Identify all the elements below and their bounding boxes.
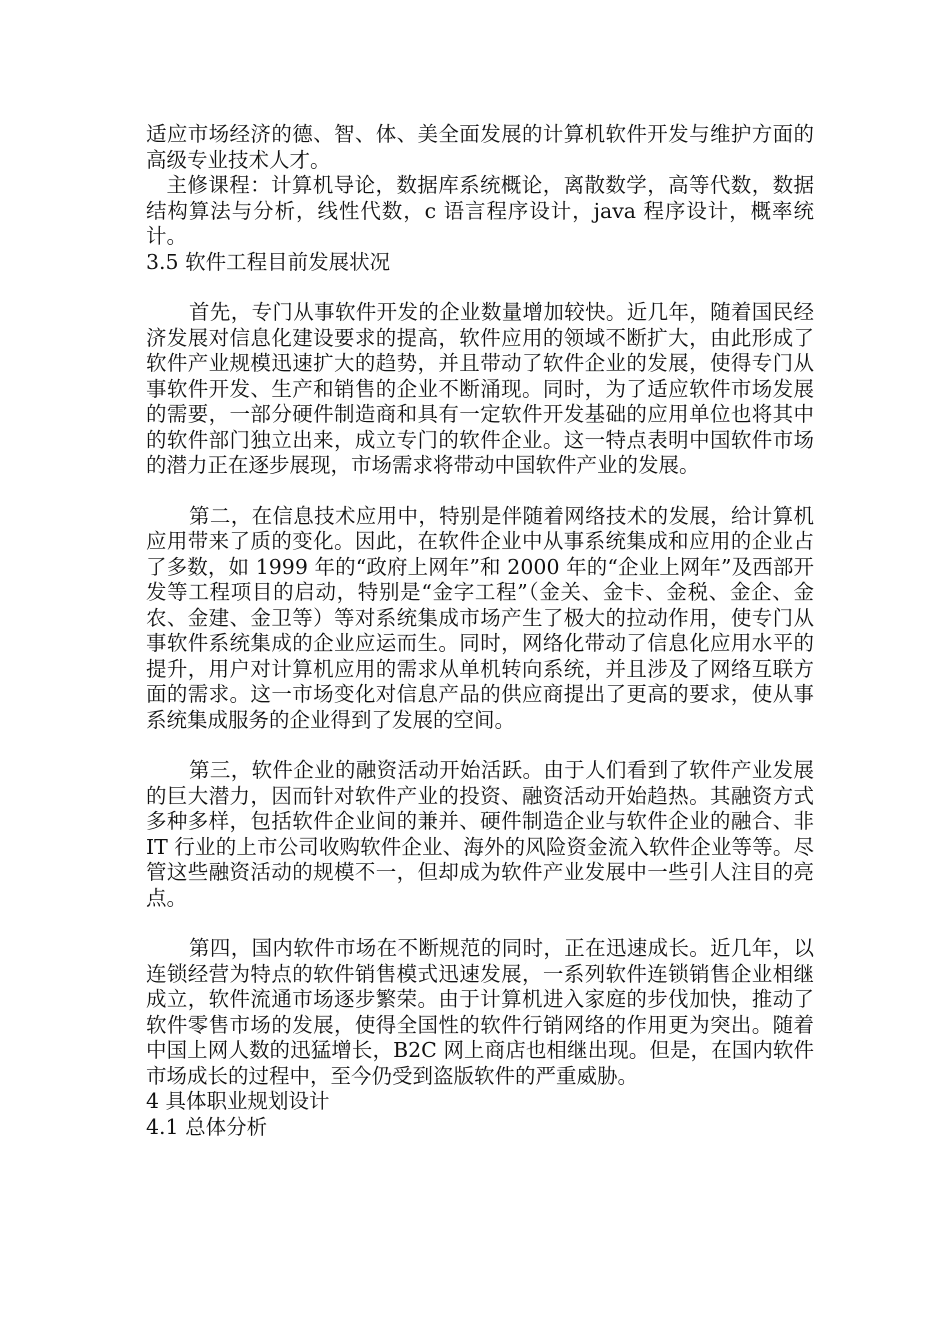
section-4-heading: 4 具体职业规划设计 — [146, 1089, 330, 1113]
paragraph-third: 第三，软件企业的融资活动开始活跃。由于人们看到了软件产业发展的巨大潜力，因而针对软件产业的投资、融资活动开始趋热。其融资方式多种多样，包括软件企业间的兼并、硬件制造企业与软件企业的融合、非 IT 行业的上市公司收购软件企业、海外的风险资金流入软件企业等等。尽管这些融资活动的规模不一，但却成为软件产业发展中一些引人注目的亮点。 — [146, 758, 821, 910]
paragraph-second: 第二，在信息技术应用中，特别是伴随着网络技术的发展，给计算机应用带来了质的变化。因此，在软件企业中从事系统集成和应用的企业占了多数，如 1999 年的“政府上网年”和 2000 年的“企业上网年”及西部开发等工程项目的启动，特别是“金字工程”（金关、金卡、金税、金企、金农、金建、金卫等）等对系统集成市场产生了极大的拉动作用，使专门从事软件系统集成的企业应运而生。同时，网络化带动了信息化应用水平的提升，用户对计算机应用的需求从单机转向系统，并且涉及了网络互联方面的需求。这一市场变化对信息产品的供应商提出了更高的要求，使从事系统集成服务的企业得到了发展的空间。 — [146, 503, 814, 732]
section-4-1-heading: 4.1 总体分析 — [146, 1114, 268, 1139]
paragraph-first: 首先，专门从事软件开发的企业数量增加较快。近几年，随着国民经济发展对信息化建设要求的提高，软件应用的领域不断扩大，由此形成了软件产业规模迅速扩大的趋势，并且带动了软件企业的发展，使得专门从事软件开发、生产和销售的企业不断涌现。同时，为了适应软件市场发展的需要，一部分硬件制造商和具有一定软件开发基础的应用单位也将其中的软件部门独立出来，成立专门的软件企业。这一特点表明中国软件市场的潜力正在逐步展现，市场需求将带动中国软件产业的发展。 — [146, 300, 814, 477]
document-page — [146, 122, 821, 1140]
courses-paragraph: 主修课程：计算机导论，数据库系统概论，离散数学，高等代数，数据结构算法与分析，线性代数，c 语言程序设计，java 程序设计，概率统计。 — [146, 173, 814, 248]
paragraph-fourth: 第四，国内软件市场在不断规范的同时，正在迅速成长。近几年，以连锁经营为特点的软件销售模式迅速发展，一系列软件连锁销售企业相继成立，软件流通市场逐步繁荣。由于计算机进入家庭的步伐加快，推动了软件零售市场的发展，使得全国性的软件行销网络的作用更为突出。随着中国上网人数的迅猛增长，B2C 网上商店也相继出现。但是，在国内软件市场成长的过程中，至今仍受到盗版软件的严重威胁。 — [146, 936, 814, 1088]
intro-paragraph: 适应市场经济的德、智、体、美全面发展的计算机软件开发与维护方面的高级专业技术人才。 — [146, 122, 814, 172]
section-3-5-heading: 3.5 软件工程目前发展状况 — [146, 249, 391, 274]
